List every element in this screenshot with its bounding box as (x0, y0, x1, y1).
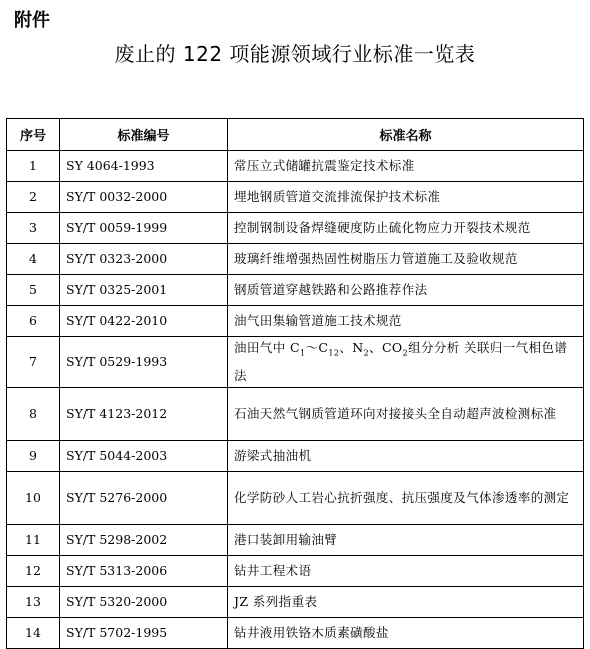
header-code: 标准编号 (60, 119, 228, 151)
subscript: 2 (402, 348, 409, 358)
row-name: 游梁式抽油机 (228, 440, 584, 471)
row-seq: 8 (7, 387, 60, 440)
row-name: 油气田集输管道施工技术规范 (228, 306, 584, 337)
row-name: 钻井工程术语 (228, 555, 584, 586)
row-name: 钻井液用铁铬木质素磺酸盐 (228, 617, 584, 648)
table-row (7, 555, 584, 586)
name-part: 油田气中 C (234, 340, 300, 355)
header-name: 标准名称 (228, 119, 584, 151)
row-seq: 4 (7, 244, 60, 275)
row-seq: 12 (7, 555, 60, 586)
row-name: 常压立式储罐抗震鉴定技术标准 (228, 151, 584, 182)
name-part: 组分分析 关联归一气相色谱法 (234, 340, 568, 383)
row-seq: 10 (7, 471, 60, 524)
row-name: 港口装卸用输油臂 (228, 524, 584, 555)
row-code: SY/T 5298-2002 (60, 524, 228, 555)
document-title: 废止的 122 项能源领域行业标准一览表 (114, 42, 476, 66)
row-code: SY/T 5702-1995 (60, 617, 228, 648)
table-row (7, 440, 584, 471)
standards-table (6, 118, 584, 649)
table-header-row (7, 119, 584, 151)
row-seq: 7 (7, 337, 60, 388)
row-seq: 5 (7, 275, 60, 306)
table-row (7, 586, 584, 617)
table-row (7, 275, 584, 306)
subscript: 12 (328, 348, 340, 358)
row-code: SY/T 5320-2000 (60, 586, 228, 617)
row-code: SY 4064-1993 (60, 151, 228, 182)
row-name: 埋地钢质管道交流排流保护技术标准 (228, 182, 584, 213)
name-part: 、CO (369, 340, 403, 355)
table-row (7, 387, 584, 440)
table-row (7, 617, 584, 648)
row-name: 控制钢制设备焊缝硬度防止硫化物应力开裂技术规范 (228, 213, 584, 244)
table-row (7, 337, 584, 388)
row-name: 钢质管道穿越铁路和公路推荐作法 (228, 275, 584, 306)
row-code: SY/T 5044-2003 (60, 440, 228, 471)
row-code: SY/T 4123-2012 (60, 387, 228, 440)
table-row (7, 213, 584, 244)
row-seq: 3 (7, 213, 60, 244)
table-row (7, 151, 584, 182)
row-name: 石油天然气钢质管道环向对接接头全自动超声波检测标准 (228, 387, 584, 440)
table-row (7, 524, 584, 555)
subscript: 2 (363, 348, 370, 358)
row-seq: 9 (7, 440, 60, 471)
row-code: SY/T 5313-2006 (60, 555, 228, 586)
subscript: 1 (299, 348, 306, 358)
row-code: SY/T 5276-2000 (60, 471, 228, 524)
annex-label: 附件 (14, 10, 50, 31)
row-seq: 13 (7, 586, 60, 617)
row-code: SY/T 0529-1993 (60, 337, 228, 388)
row-code: SY/T 0323-2000 (60, 244, 228, 275)
row-seq: 14 (7, 617, 60, 648)
row-code: SY/T 0032-2000 (60, 182, 228, 213)
header-seq: 序号 (7, 119, 60, 151)
name-part: 、N (339, 340, 364, 355)
row-seq: 11 (7, 524, 60, 555)
row-seq: 2 (7, 182, 60, 213)
row-seq: 6 (7, 306, 60, 337)
row-name (228, 337, 584, 388)
row-code: SY/T 0059-1999 (60, 213, 228, 244)
table-row (7, 306, 584, 337)
row-name: JZ 系列指重表 (228, 586, 584, 617)
table-row (7, 471, 584, 524)
table-row (7, 182, 584, 213)
row-name: 玻璃纤维增强热固性树脂压力管道施工及验收规范 (228, 244, 584, 275)
row-code: SY/T 0325-2001 (60, 275, 228, 306)
row-name: 化学防砂人工岩心抗折强度、抗压强度及气体渗透率的测定 (228, 471, 584, 524)
row-seq: 1 (7, 151, 60, 182)
name-part: ～C (305, 340, 329, 355)
table-row (7, 244, 584, 275)
row-code: SY/T 0422-2010 (60, 306, 228, 337)
